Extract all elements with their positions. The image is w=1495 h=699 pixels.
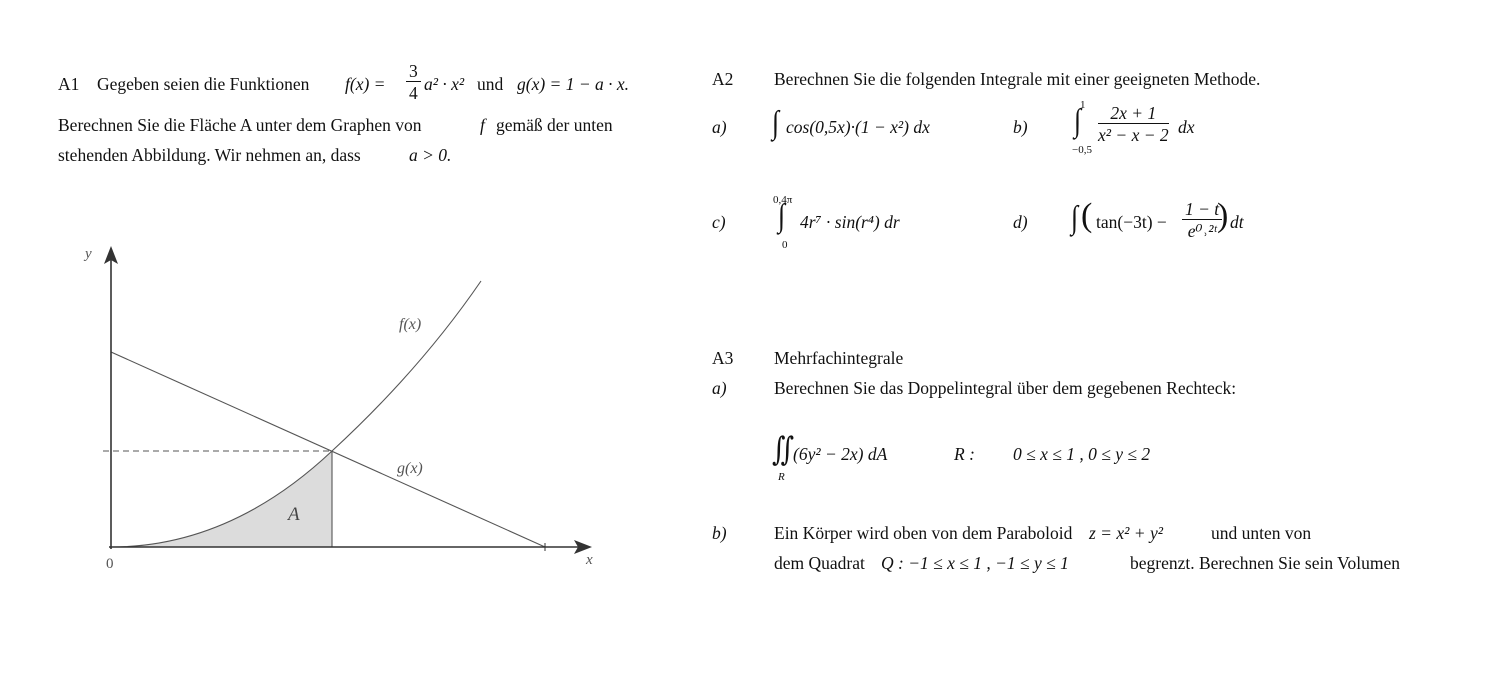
a3-number: A3 bbox=[712, 348, 734, 368]
f-curve-label: f(x) bbox=[399, 316, 422, 333]
a1-f-frac-num: 3 bbox=[406, 62, 421, 82]
a1-f-frac-den: 4 bbox=[409, 83, 418, 104]
a2-d-dt: dt bbox=[1230, 212, 1244, 232]
a1-und: und bbox=[477, 74, 504, 94]
a2-d-integral-sign: ∫ bbox=[1071, 199, 1079, 236]
a2-b-label: b) bbox=[1013, 117, 1028, 137]
a1-f-lhs: f(x) = bbox=[345, 74, 386, 94]
a1-line3-cond: a > 0. bbox=[409, 145, 452, 165]
a3-a-region: 0 ≤ x ≤ 1 , 0 ≤ y ≤ 2 bbox=[1013, 444, 1151, 464]
a1-line2-pre: Berechnen Sie die Fläche A unter dem Graphen von bbox=[58, 115, 422, 135]
x-axis-label: x bbox=[586, 552, 593, 568]
a3-b-line1-eq: z = x² + y² bbox=[1089, 523, 1163, 543]
a3-title: Mehrfachintegrale bbox=[774, 348, 904, 368]
origin-label: 0 bbox=[106, 556, 114, 572]
a2-c-integral-sign: ∫ bbox=[778, 197, 786, 234]
a1-line2-f: f bbox=[480, 115, 485, 135]
a3-a-integrand: (6y² − 2x) dA bbox=[793, 444, 888, 464]
a2-a-expr: cos(0,5x)·(1 − x²) dx bbox=[786, 117, 930, 137]
a3-a-sub: R bbox=[778, 471, 785, 483]
area-a-fill bbox=[111, 451, 332, 547]
a1-line3-pre: stehenden Abbildung. Wir nehmen an, dass bbox=[58, 145, 361, 165]
g-line-label: g(x) bbox=[397, 460, 423, 477]
a2-b-dx: dx bbox=[1178, 117, 1195, 137]
a3-a-label: a) bbox=[712, 378, 727, 398]
a2-d-right-paren: ) bbox=[1217, 197, 1229, 234]
a2-a-integral-sign: ∫ bbox=[772, 104, 780, 141]
area-label: A bbox=[288, 504, 300, 525]
a2-b-num: 2x + 1 bbox=[1098, 104, 1169, 124]
a2-b-integral-sign: ∫ bbox=[1074, 102, 1082, 139]
a2-c-lower: 0 bbox=[782, 239, 788, 251]
a2-b-den: x² − x − 2 bbox=[1098, 125, 1169, 146]
a3-b-label: b) bbox=[712, 523, 727, 543]
a2-number: A2 bbox=[712, 69, 734, 89]
a3-a-double-integral-sign: ∬ bbox=[772, 431, 795, 468]
a2-d-num: 1 − t bbox=[1182, 200, 1222, 220]
a2-b-upper: 1 bbox=[1080, 99, 1086, 111]
a2-a-label: a) bbox=[712, 117, 727, 137]
a1-intro: Gegeben seien die Funktionen bbox=[97, 74, 310, 94]
a2-d-left-paren: ( bbox=[1081, 197, 1093, 234]
a2-d-pre: tan(−3t) − bbox=[1096, 212, 1167, 232]
a3-a-text: Berechnen Sie das Doppelintegral über dem gegebenen Rechteck: bbox=[774, 378, 1237, 398]
y-axis-label: y bbox=[85, 246, 92, 262]
a2-d-den: e⁰˒²ᵗ bbox=[1187, 221, 1217, 242]
a2-c-upper: 0,4π bbox=[773, 194, 793, 206]
a1-f-rest: a² · x² bbox=[424, 74, 465, 94]
a3-b-line2-eq: Q : −1 ≤ x ≤ 1 , −1 ≤ y ≤ 1 bbox=[881, 553, 1069, 573]
a2-c-expr: 4r⁷ · sin(r⁴) dr bbox=[800, 212, 900, 232]
a2-d-label: d) bbox=[1013, 212, 1028, 232]
a2-instruction: Berechnen Sie die folgenden Integrale mit einer geeigneten Methode. bbox=[774, 69, 1261, 89]
a3-b-line1-pre: Ein Körper wird oben von dem Paraboloid bbox=[774, 523, 1073, 543]
a1-g-def: g(x) = 1 − a · x. bbox=[517, 74, 630, 94]
a3-b-line2-post: begrenzt. Berechnen Sie sein Volumen bbox=[1130, 553, 1401, 573]
a3-b-line2-pre: dem Quadrat bbox=[774, 553, 865, 573]
a2-c-label: c) bbox=[712, 212, 726, 232]
a3-a-region-label: R : bbox=[954, 444, 975, 464]
a1-line2-post: gemäß der unten bbox=[496, 115, 613, 135]
a2-b-lower: −0,5 bbox=[1072, 144, 1092, 156]
a2-b-fraction bbox=[1096, 104, 1171, 145]
a1-number: A1 bbox=[58, 74, 80, 94]
a3-b-line1-post: und unten von bbox=[1211, 523, 1312, 543]
